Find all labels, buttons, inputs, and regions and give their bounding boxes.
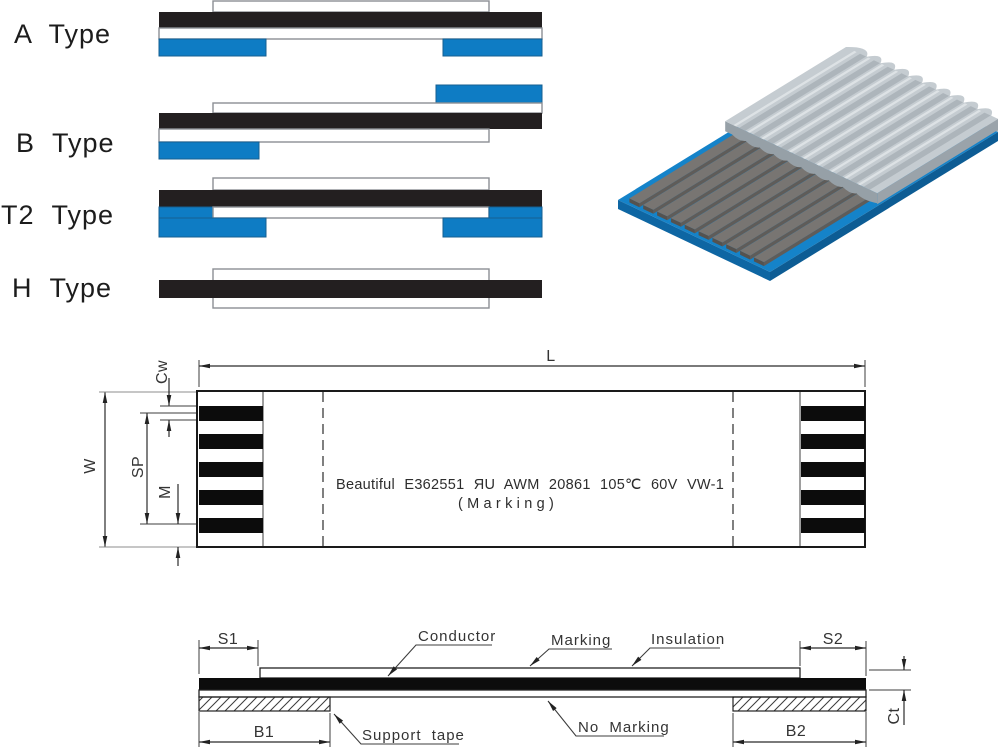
dim-label-b2: B2 [785, 723, 807, 740]
cs-top-insulation [260, 668, 800, 678]
dim-label-sp: SP [130, 455, 147, 479]
t2-type-label: T2 Type [1, 200, 115, 230]
b-conductor-bar [159, 113, 542, 129]
t2-bottom-insulation [213, 207, 489, 218]
t2-top-insulation [213, 178, 489, 190]
t2-tape-mid-left [159, 207, 213, 218]
dim-label-m: M [157, 485, 174, 499]
dim-label-b1: B1 [253, 724, 275, 741]
b-type-label: B Type [16, 128, 115, 158]
t2-conductor-bar [159, 190, 542, 207]
a-type-diagram [14, 1, 542, 56]
cable-outline [197, 391, 865, 547]
dim-label-w: W [82, 458, 99, 474]
a-support-tape-left [159, 39, 266, 56]
dim-label-s2: S2 [822, 631, 844, 648]
t2-tape-bottom-left [159, 218, 266, 237]
a-support-tape-right [443, 39, 542, 56]
dim-label-s1: S1 [217, 631, 239, 648]
dim-label-ct: Ct [886, 707, 903, 725]
cs-support-tape-right [733, 697, 866, 711]
cross-section-drawing [199, 628, 911, 747]
a-conductor-bar [159, 12, 542, 28]
insulation-label: Insulation [651, 631, 726, 648]
h-conductor-bar [159, 280, 542, 298]
dim-label-l: L [546, 348, 556, 365]
cs-conductor [199, 678, 866, 690]
insulation-leader [632, 648, 720, 666]
conductor-label: Conductor [418, 628, 497, 645]
marking-leader [530, 649, 612, 666]
t2-type-diagram [1, 178, 542, 237]
marking-text-line1: Beautiful E362551 ЯU AWM 20861 105℃ 60V VW-1 [336, 477, 724, 493]
support-tape-label: Support tape [362, 727, 465, 744]
a-type-label: A Type [14, 19, 112, 49]
a-top-insulation [213, 1, 489, 12]
cs-support-tape-left [199, 697, 330, 711]
b-top-insulation [213, 103, 542, 113]
cs-bottom-insulation [199, 690, 866, 697]
b-support-tape-top [436, 85, 542, 103]
b-bottom-insulation [159, 129, 489, 142]
b-type-diagram [16, 85, 542, 159]
marking-label: Marking [551, 632, 612, 649]
top-view-drawing [82, 348, 865, 566]
h-type-diagram [12, 269, 542, 308]
t2-tape-bottom-right [443, 218, 542, 237]
marking-text-line2: (Marking) [458, 496, 554, 512]
no-marking-label: No Marking [578, 719, 670, 736]
dim-label-cw: Cw [154, 359, 171, 385]
a-bottom-insulation [159, 28, 542, 39]
h-type-label: H Type [12, 273, 113, 303]
b-support-tape-bottom [159, 142, 259, 159]
t2-tape-mid-right [489, 207, 542, 218]
type-diagrams-section [1, 1, 542, 308]
iso-cable-illustration [618, 47, 998, 281]
